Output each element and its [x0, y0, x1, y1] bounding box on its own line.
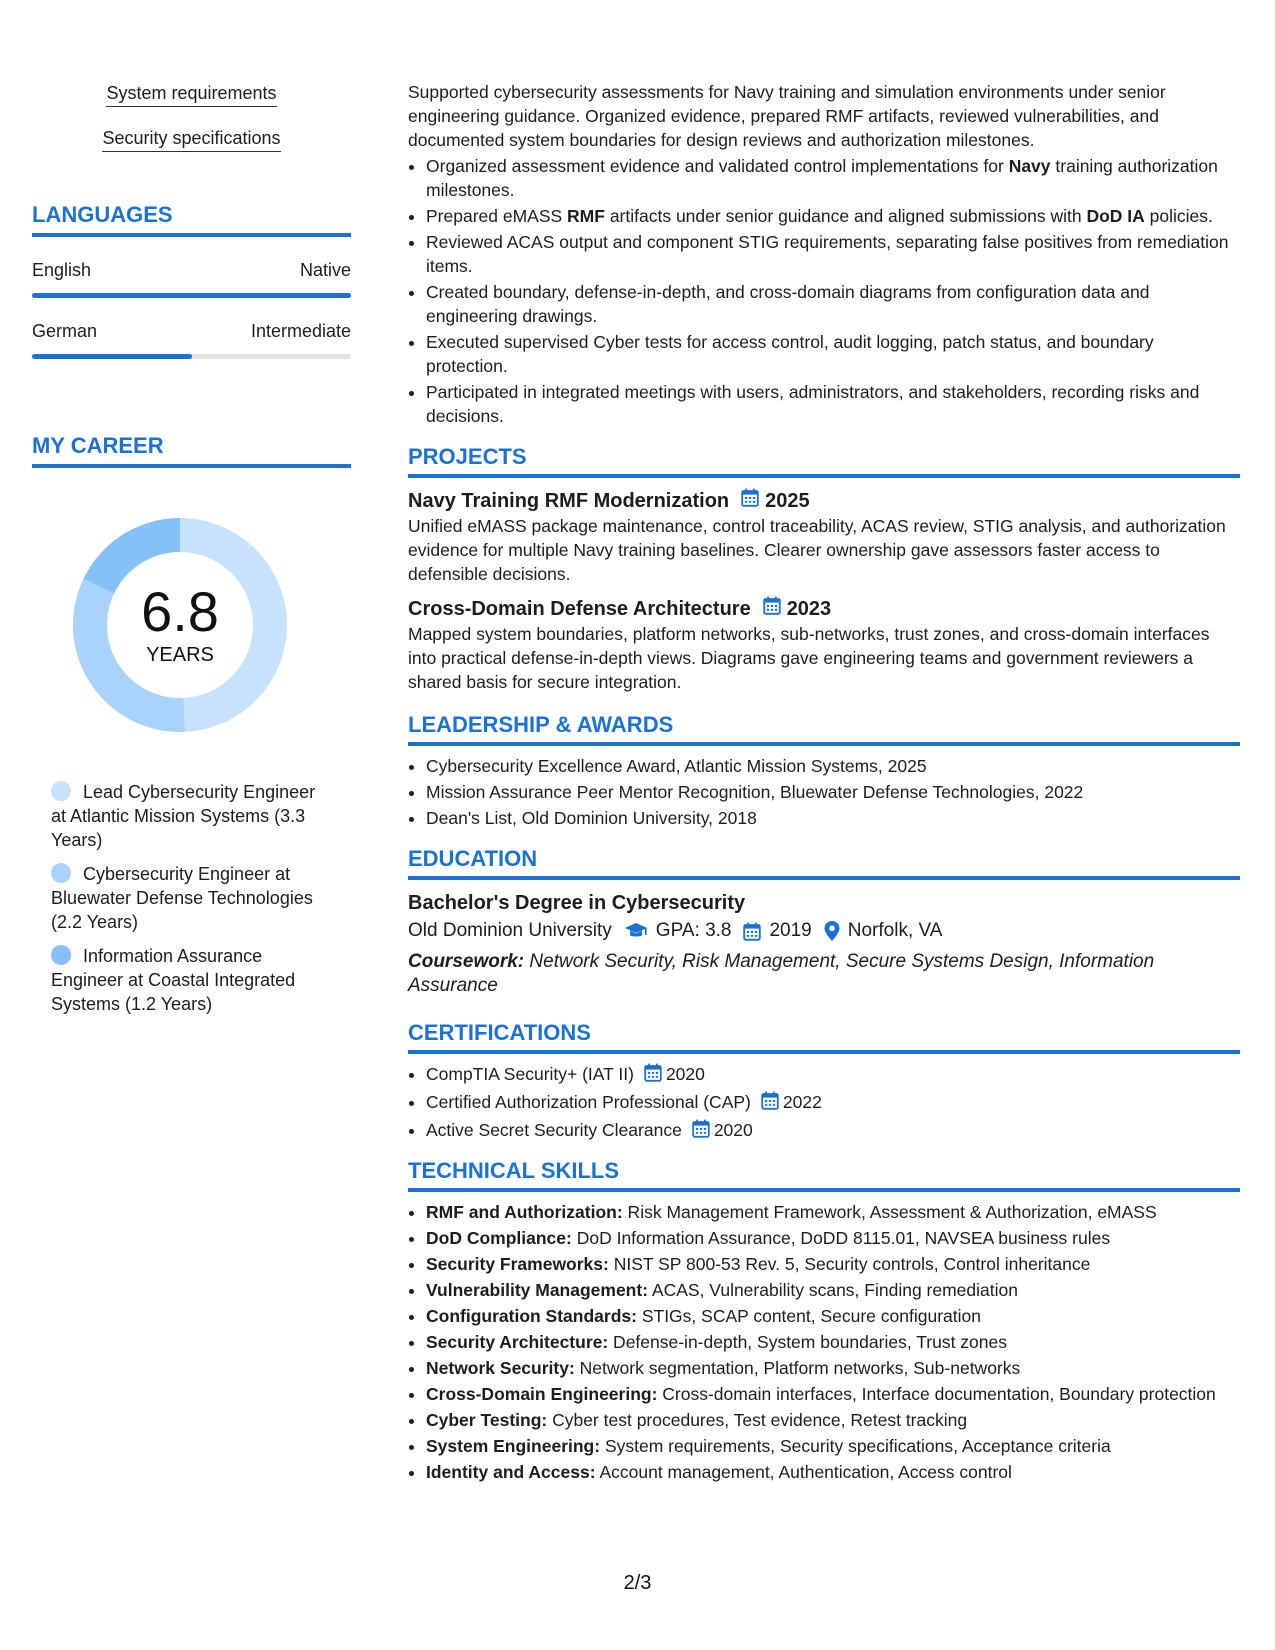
skill-category: Configuration Standards: [426, 1305, 637, 1326]
map-pin-icon [824, 921, 840, 941]
certification-name: Certified Authorization Professional (CAP) [426, 1091, 751, 1112]
language-name: German [32, 321, 98, 341]
page-number: 2/3 [623, 1572, 652, 1594]
total-years-unit: YEARS [146, 644, 214, 666]
certifications-list [408, 1062, 1240, 1144]
section-heading: TECHNICAL SKILLS [408, 1158, 1240, 1192]
section-heading: CERTIFICATIONS [408, 1020, 1240, 1054]
proficiency-bar [32, 354, 351, 359]
career-label: Lead Cybersecurity Engineer at Atlantic Mission Systems (3.3 Years) [51, 782, 316, 850]
experience-bullet [426, 330, 1240, 378]
skill-item [426, 1408, 1240, 1432]
project-item [408, 596, 1240, 694]
calendar-icon [692, 1119, 710, 1144]
school-name: Old Dominion University [408, 920, 612, 941]
award-item: • Dean's List, Old Dominion University, 2018 [426, 806, 1240, 830]
skill-values: DoD Information Assurance, DoDD 8115.01, NAVSEA business rules [571, 1227, 1111, 1248]
experience-bullet [426, 380, 1240, 428]
skill-values: NIST SP 800-53 Rev. 5, Security controls, Control inheritance [608, 1253, 1091, 1274]
projects-section [408, 444, 1240, 694]
coursework [408, 950, 1240, 998]
career-label: Information Assurance Engineer at Coastal Integrated Systems (1.2 Years) [51, 946, 296, 1014]
project-description: Mapped system boundaries, platform networks, sub-networks, trust zones, and cross-domain interfaces into practical defense-in-depth views. Diagrams gave engineering teams and government reviewers a shared basis for secure integration. [408, 624, 1210, 692]
bullet-text: Participated in integrated meetings with users, administrators, and stakeholders, recording risks and decisions. [426, 382, 1200, 426]
languages-section [32, 202, 351, 359]
skill-item [426, 1460, 1240, 1484]
language-item [32, 259, 351, 298]
skill-item [426, 1330, 1240, 1354]
right-column [408, 80, 1240, 1486]
bullet-text: artifacts under senior guidance and aligned submissions with [604, 206, 1087, 226]
project-title: Navy Training RMF Modernization [408, 490, 730, 512]
award-item: • Mission Assurance Peer Mentor Recognition, Bluewater Defense Technologies, 2022 [426, 780, 1240, 804]
skill-values: Cross-domain interfaces, Interface documentation, Boundary protection [657, 1383, 1216, 1404]
skill-category: Cross-Domain Engineering: [426, 1383, 658, 1404]
certification-item [426, 1062, 1240, 1088]
left-column [32, 82, 351, 1026]
career-legend-item [51, 862, 331, 934]
certification-item [426, 1090, 1240, 1116]
certification-name: CompTIA Security+ (IAT II) [426, 1064, 634, 1084]
experience-bullet [426, 280, 1240, 328]
certification-year: 2020 [713, 1119, 753, 1140]
section-heading: LEADERSHIP & AWARDS [408, 712, 1240, 746]
skill-values: Cyber test procedures, Test evidence, Retest tracking [547, 1409, 968, 1430]
skill-values: Risk Management Framework, Assessment & Authorization, eMASS [622, 1201, 1157, 1222]
education-section [408, 846, 1240, 998]
bullet-keyword: Navy [1008, 156, 1051, 176]
skill-values: System requirements, Security specifications, Acceptance criteria [600, 1435, 1111, 1456]
skill-values: STIGs, SCAP content, Secure configuration [636, 1305, 981, 1326]
career-legend-item [51, 780, 331, 852]
legend-dot [51, 863, 71, 883]
project-title: Cross-Domain Defense Architecture [408, 598, 751, 620]
awards-section [408, 712, 1240, 830]
bullet-text: Reviewed ACAS output and component STIG requirements, separating false positives from remediation items. [426, 232, 1229, 276]
bullet-text: policies. [1144, 206, 1213, 226]
certifications-section [408, 1020, 1240, 1144]
career-section [32, 433, 351, 1016]
skill-values: Account management, Authentication, Access control [595, 1461, 1012, 1482]
skill-item [426, 1304, 1240, 1328]
experience-bullets [408, 154, 1240, 428]
skill-item [426, 1382, 1240, 1406]
skill-values: Network segmentation, Platform networks, Sub-networks [574, 1357, 1021, 1378]
skill-category: Security Frameworks: [426, 1253, 609, 1274]
skills-section [408, 1158, 1240, 1484]
graduation-cap-icon [624, 922, 648, 940]
certification-item [426, 1118, 1240, 1144]
bullet-text: Prepared eMASS [426, 206, 568, 226]
project-year: 2025 [765, 490, 810, 512]
awards-list [408, 754, 1240, 830]
gpa: GPA: 3.8 [655, 920, 732, 941]
coursework-list: Network Security, Risk Management, Secure Systems Design, Information Assurance [408, 951, 1155, 996]
skill-item [426, 1252, 1240, 1276]
education-location: Norfolk, VA [847, 920, 943, 941]
career-donut-chart [65, 510, 295, 740]
language-name: English [32, 260, 92, 280]
skill-item [426, 1226, 1240, 1250]
section-heading: EDUCATION [408, 846, 1240, 880]
bullet-text: Executed supervised Cyber tests for access control, audit logging, patch status, and boundary protection. [426, 332, 1154, 376]
skill-category: Network Security: [426, 1357, 575, 1378]
language-item [32, 320, 351, 359]
experience-summary: Supported cybersecurity assessments for Navy training and simulation environments under senior engineering guidance. Organized evidence, prepared RMF artifacts, reviewed vulnerabilities, and documented system boundaries for design reviews and authorization milestones. [408, 82, 1166, 150]
proficiency-fill [32, 293, 351, 298]
skill-category: DoD Compliance: [426, 1227, 572, 1248]
skill-values: Defense-in-depth, System boundaries, Trust zones [608, 1331, 1008, 1352]
career-legend [51, 780, 331, 1016]
skill-item [426, 1434, 1240, 1458]
calendar-icon [743, 922, 761, 941]
section-heading: LANGUAGES [32, 202, 351, 237]
skill-category: RMF and Authorization: [426, 1201, 623, 1222]
section-heading: PROJECTS [408, 444, 1240, 478]
coursework-label: Coursework: [408, 951, 525, 972]
language-level: Native [299, 260, 351, 280]
skill-item [426, 1200, 1240, 1224]
calendar-icon [761, 1091, 779, 1116]
experience-bullet [426, 204, 1240, 228]
skills-list [408, 1200, 1240, 1484]
donut-center [65, 510, 295, 740]
legend-dot [51, 945, 71, 965]
career-label: Cybersecurity Engineer at Bluewater Defense Technologies (2.2 Years) [51, 864, 313, 932]
tag: System requirements [106, 82, 276, 107]
calendar-icon [644, 1063, 662, 1088]
proficiency-fill [32, 354, 192, 359]
degree: Bachelor's Degree in Cybersecurity [408, 892, 746, 914]
total-years: 6.8 [141, 580, 219, 643]
bullet-keyword: DoD IA [1086, 206, 1145, 226]
skill-category: Identity and Access: [426, 1461, 596, 1482]
bullet-keyword: RMF [567, 206, 605, 226]
language-level: Intermediate [250, 321, 351, 341]
section-heading: MY CAREER [32, 433, 351, 468]
graduation-year: 2019 [769, 920, 812, 941]
certification-year: 2020 [665, 1064, 705, 1084]
skill-item [426, 1356, 1240, 1380]
bullet-text: Organized assessment evidence and validated control implementations for [426, 156, 1009, 176]
skill-category: Security Architecture: [426, 1331, 609, 1352]
project-year: 2023 [786, 598, 832, 620]
career-legend-item [51, 944, 331, 1016]
bullet-text: Created boundary, defense-in-depth, and cross-domain diagrams from configuration data and engineering drawings. [426, 282, 1150, 326]
proficiency-bar [32, 293, 351, 298]
calendar-icon [741, 488, 759, 514]
skill-values: ACAS, Vulnerability scans, Finding remediation [648, 1279, 1018, 1300]
project-description: Unified eMASS package maintenance, control traceability, ACAS review, STIG analysis, and authorization evidence for multiple Navy training baselines. Clearer ownership gave assessors faster access to defensible decisions. [408, 516, 1226, 584]
skill-category: Cyber Testing: [426, 1409, 548, 1430]
certification-year: 2022 [782, 1091, 822, 1112]
tag: Security specifications [102, 127, 280, 152]
calendar-icon [763, 596, 781, 622]
project-item [408, 488, 1240, 586]
skill-item [426, 1278, 1240, 1302]
bullet-text: training authorization milestones. [426, 156, 1218, 200]
award-item: • Cybersecurity Excellence Award, Atlantic Mission Systems, 2025 [426, 754, 1240, 778]
education-meta [408, 918, 1240, 944]
certification-name: Active Secret Security Clearance [426, 1119, 682, 1140]
legend-dot [51, 781, 71, 801]
experience-bullet [426, 154, 1240, 202]
skill-category: Vulnerability Management: [426, 1279, 649, 1300]
skill-category: System Engineering: [426, 1435, 601, 1456]
skill-tags [32, 82, 351, 172]
experience-bullet [426, 230, 1240, 278]
